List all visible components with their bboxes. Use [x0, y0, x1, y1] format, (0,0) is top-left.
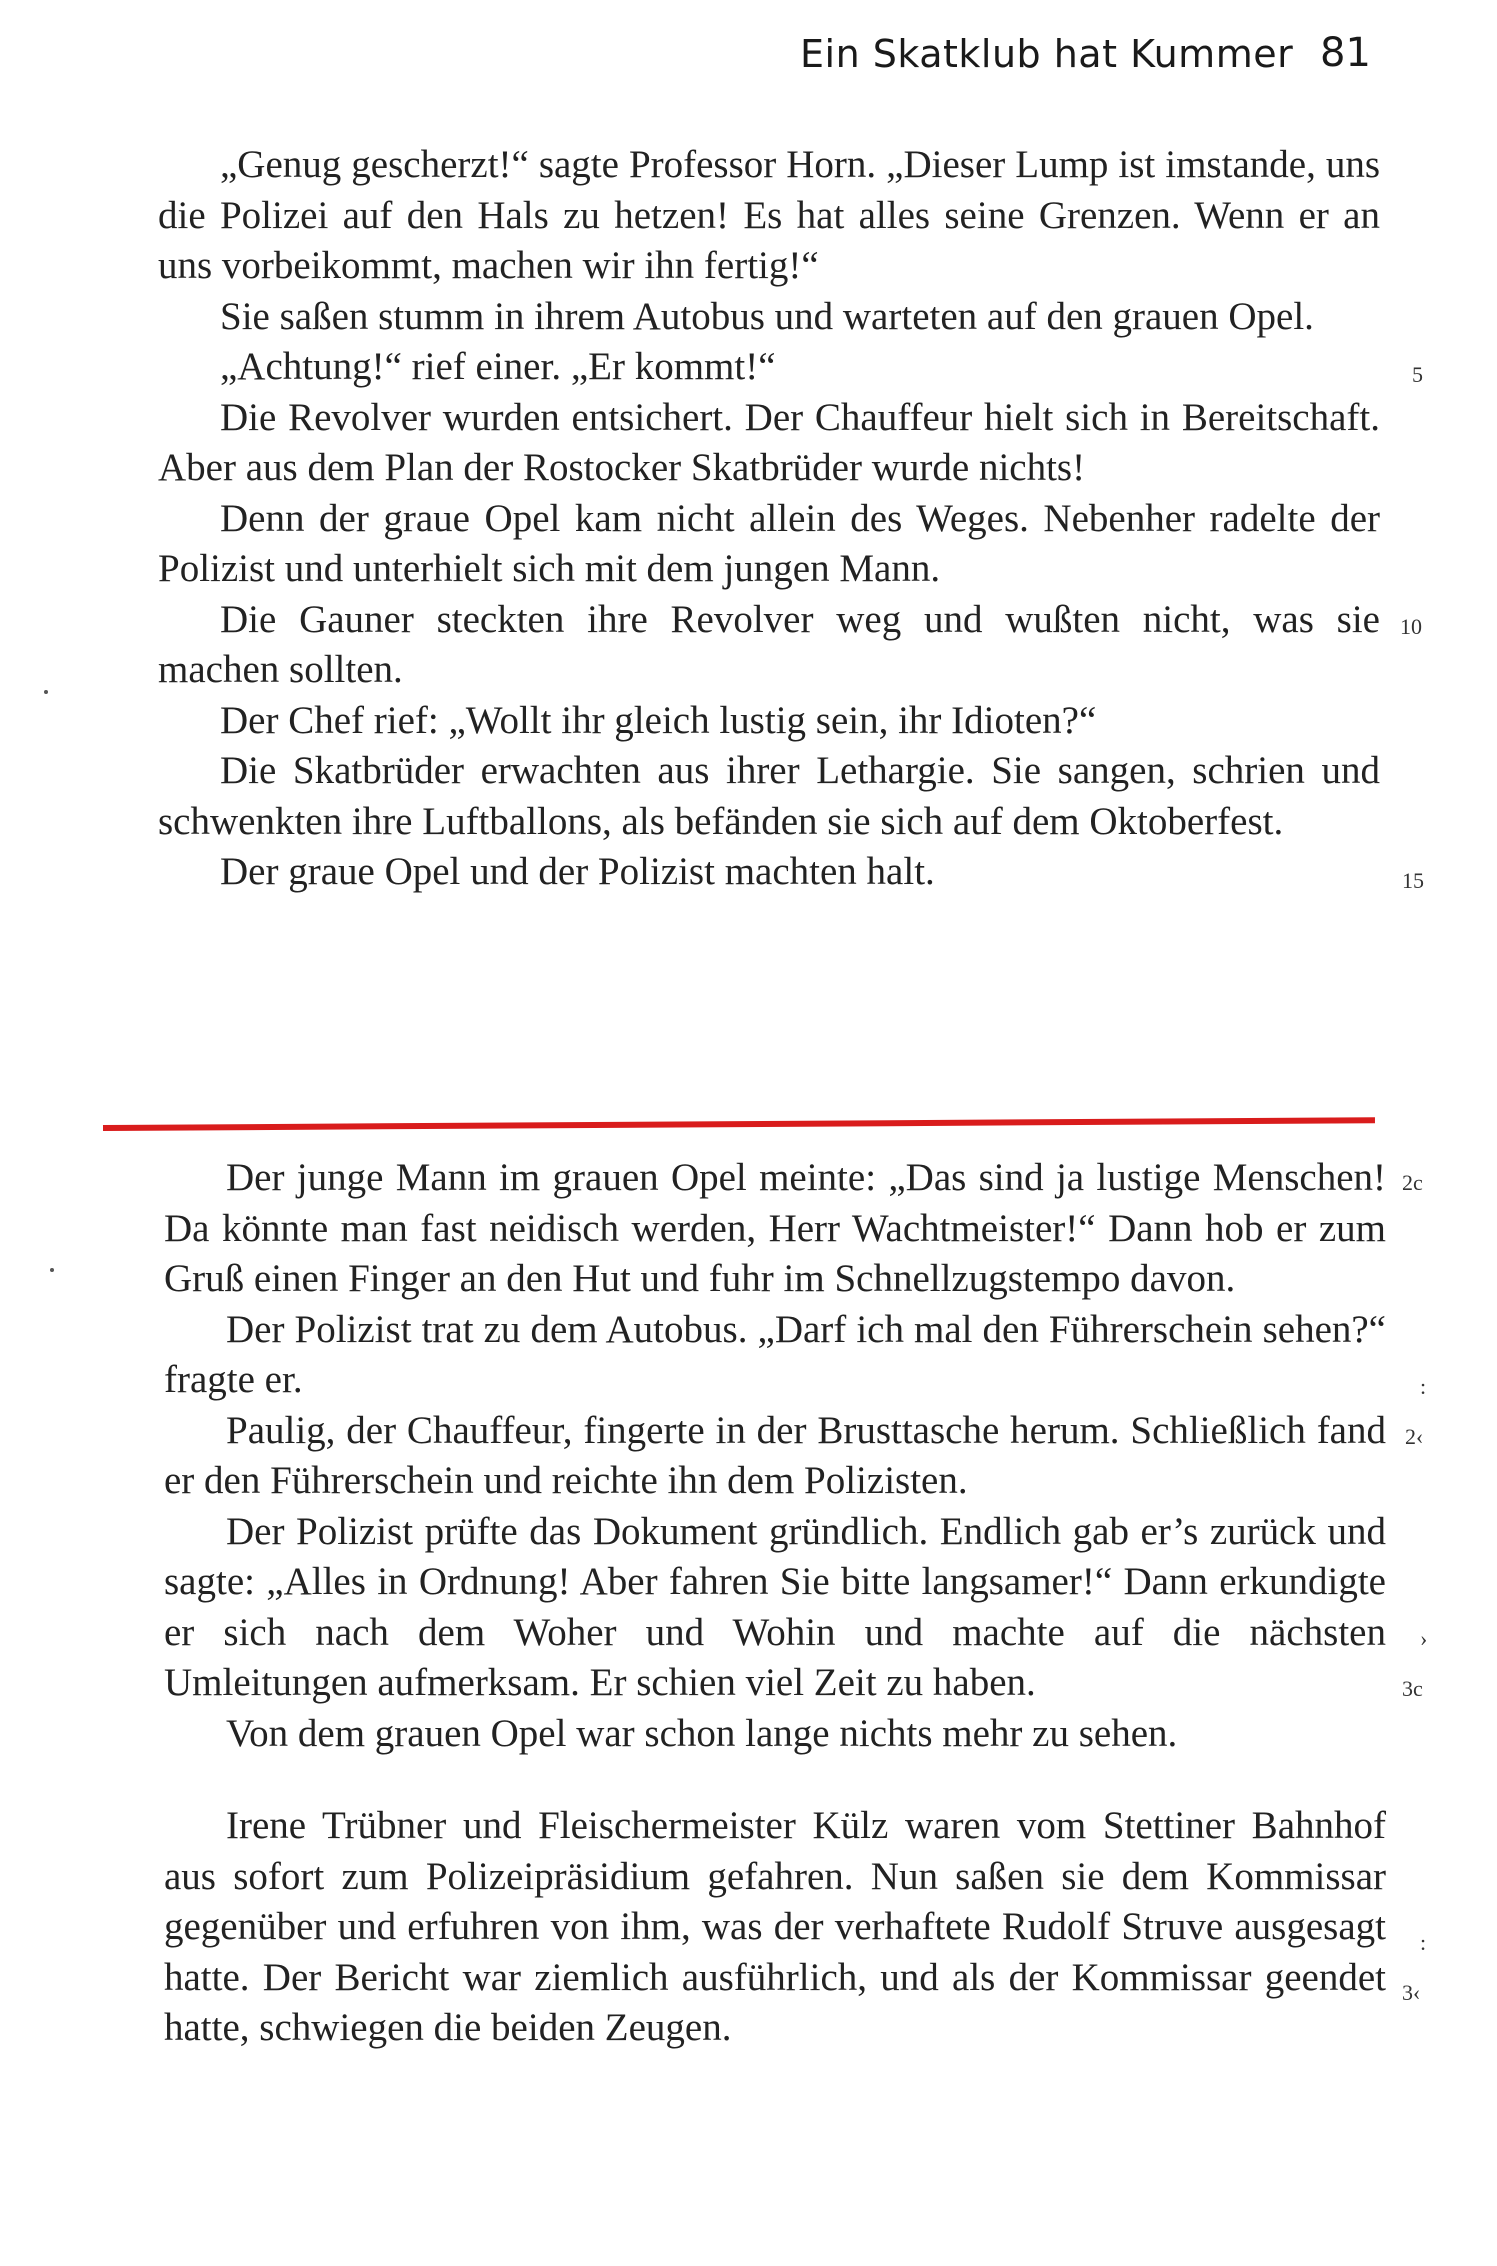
paragraph: „Genug gescherzt!“ sagte Professor Horn. „Dieser Lump ist imstande, uns die Polizei auf den Hals zu hetzen! Es hat alles seine Grenzen. Wenn er an uns vorbeikommt, machen wir ihn fertig!“	[158, 143, 1380, 287]
paragraph: Die Skatbrüder erwachten aus ihrer Lethargie. Sie sangen, schrien und schwenkten ihre Luftballons, als befänden sie sich auf dem Oktoberfest.	[158, 749, 1380, 843]
paragraph: Der Polizist prüfte das Dokument gründlich. Endlich gab er’s zurück und sagte: „Alles in Ordnung! Aber fahren Sie bitte langsamer!“ Dann erkundigte er sich nach dem Woher und Wohin und machte auf die nächsten Umleitungen aufmerksam. Er schien viel Zeit zu haben.	[164, 1509, 1386, 1704]
bottom-text-block	[164, 1153, 1386, 2054]
paragraph: Die Revolver wurden entsichert. Der Chauffeur hielt sich in Bereitschaft. Aber aus dem Plan der Rostocker Skatbrüder wurde nichts!	[158, 395, 1380, 489]
line-number: 15	[1402, 868, 1424, 893]
paragraph: Die Gauner steckten ihre Revolver weg und wußten nicht, was sie machen sollten.	[158, 597, 1380, 691]
line-number: ›	[1420, 1626, 1428, 1651]
scan-speck	[50, 1268, 54, 1272]
line-number: :	[1420, 1930, 1427, 1955]
page-number: 81	[1320, 30, 1371, 76]
scan-speck	[44, 690, 48, 694]
line-number: 3c	[1402, 1676, 1423, 1701]
line-number: 5	[1412, 362, 1423, 387]
paragraph: Der Chef rief: „Wollt ihr gleich lustig sein, ihr Idioten?“	[220, 698, 1097, 742]
line-number: 2‹	[1405, 1424, 1424, 1449]
paragraph: Der Polizist trat zu dem Autobus. „Darf ich mal den Führerschein sehen?“ fragte er.	[164, 1307, 1386, 1401]
paragraph: Der junge Mann im grauen Opel meinte: „Das sind ja lustige Menschen! Da könnte man fast neidisch werden, Herr Wachtmeister!“ Dann hob er zum Gruß einen Finger an den Hut und fuhr im Schnellzugstempo davon.	[164, 1156, 1386, 1300]
paragraph: Sie saßen stumm in ihrem Autobus und warteten auf den grauen Opel.	[220, 294, 1314, 338]
line-number: 3‹	[1402, 1980, 1421, 2005]
top-text-block	[158, 140, 1380, 898]
line-number: :	[1420, 1374, 1427, 1399]
line-number: 10	[1400, 614, 1422, 639]
section-divider-line	[103, 1117, 1375, 1131]
running-head-title: Ein Skatklub hat Kummer	[800, 32, 1294, 76]
paragraph: Irene Trübner und Fleischermeister Külz waren vom Stettiner Bahnhof aus sofort zum Polizeipräsidium gefahren. Nun saßen sie dem Kommissar gegenüber und erfuhren von ihm, was der verhaftete Rudolf Struve ausgesagt hatte. Der Bericht war ziemlich ausführlich, und als der Kommissar geendet hatte, schwiegen die beiden Zeugen.	[164, 1804, 1386, 2049]
paragraph: Denn der graue Opel kam nicht allein des Weges. Nebenher radelte der Polizist und unterhielt sich mit dem jungen Mann.	[158, 496, 1380, 590]
paragraph: „Achtung!“ rief einer. „Er kommt!“	[220, 345, 776, 388]
paragraph: Paulig, der Chauffeur, fingerte in der Brusttasche herum. Schließlich fand er den Führerschein und reichte ihn dem Polizisten.	[164, 1408, 1386, 1502]
paragraph: Der graue Opel und der Polizist machten halt.	[220, 850, 935, 893]
paragraph: Von dem grauen Opel war schon lange nichts mehr zu sehen.	[226, 1711, 1178, 1755]
line-number: 2c	[1402, 1170, 1423, 1195]
